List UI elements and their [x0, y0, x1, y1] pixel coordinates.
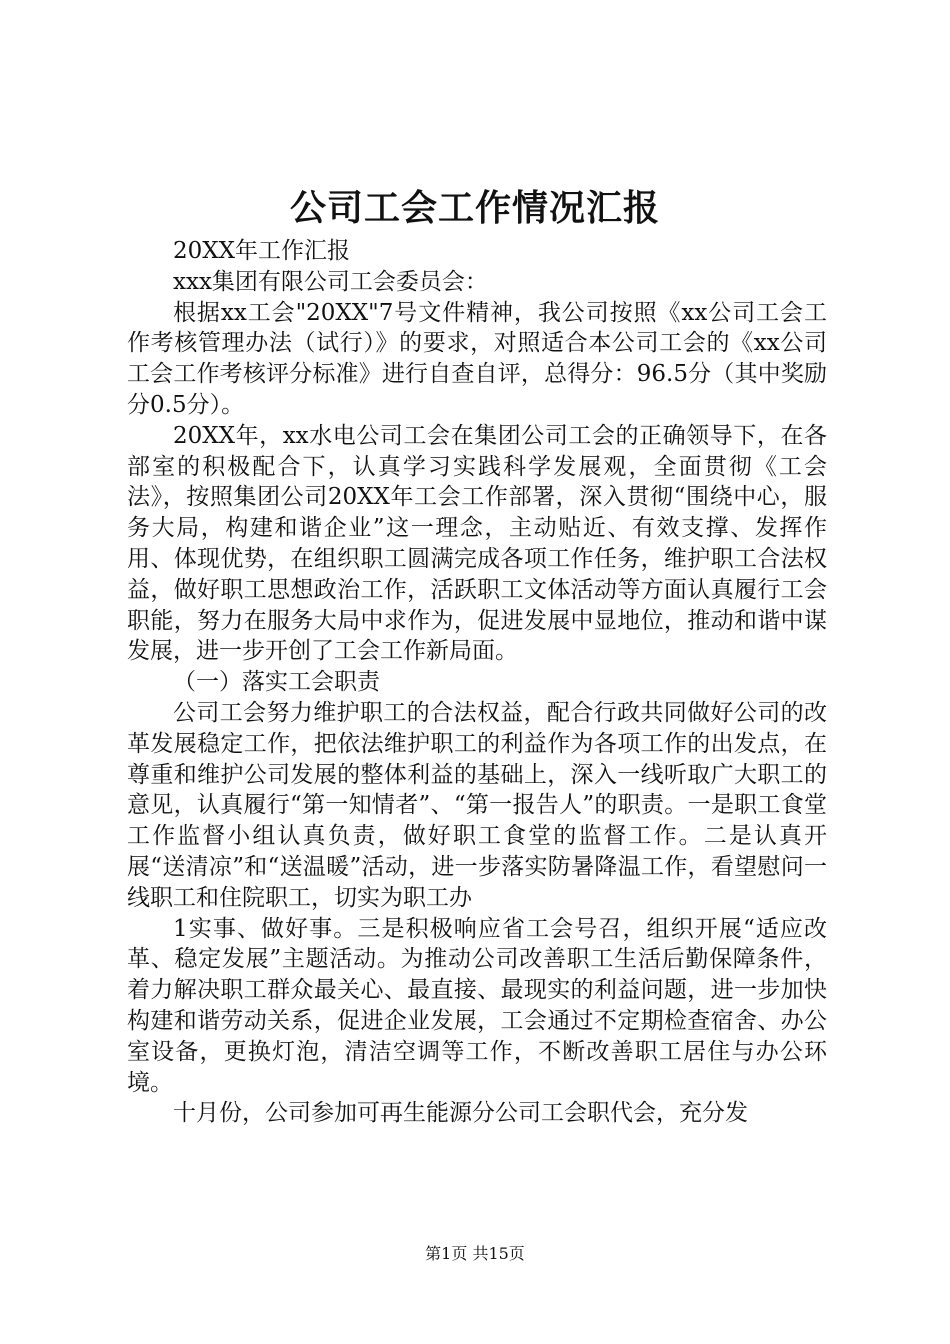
paragraph-annual-overview: 20XX年，xx水电公司工会在集团公司工会的正确领导下，在各部室的积极配合下，认真学习实践科学发展观，全面贯彻《工会法》，按照集团公司20XX年工会工作部署，深入贯彻“围绕中心，服务大局，构建和谐企业”这一理念，主动贴近、有效支撑、发挥作用、体现优势，在组织职工圆满完成各项工作任务，维护职工合法权益，做好职工思想政治工作，活跃职工文体活动等方面认真履行工会职能，努力在服务大局中求作为，促进发展中显地位，推动和谐中谋发展，进一步开创了工会工作新局面。 — [127, 422, 827, 665]
document-body — [127, 236, 827, 1129]
paragraph-october: 十月份，公司参加可再生能源分公司工会职代会，充分发 — [173, 1100, 748, 1127]
section-heading-duties: （一）落实工会职责 — [173, 669, 380, 696]
paragraph-self-evaluation: 根据xx工会"20XX"7号文件精神，我公司按照《xx公司工会工作考核管理办法（试行）》的要求，对照适合本公司工会的《xx公司工会工作考核评分标准》进行自查自评，总得分：96.5分（其中奖励分0.5分）。 — [127, 299, 827, 418]
paragraph-practical-work: 1实事、做好事。三是积极响应省工会号召，组织开展“适应改革、稳定发展”主题活动。为推动公司改善职工生活后勤保障条件，着力解决职工群众最关心、最直接、最现实的利益问题，进一步加快构建和谐劳动关系，促进企业发展，工会通过不定期检查宿舍、办公室设备，更换灯泡，清洁空调等工作，不断改善职工居住与办公环境。 — [127, 915, 827, 1096]
paragraph-duties-detail: 公司工会努力维护职工的合法权益，配合行政共同做好公司的改革发展稳定工作，把依法维护职工的利益作为各项工作的出发点，在尊重和维护公司发展的整体利益的基础上，深入一线听取广大职工的意见，认真履行“第一知情者”、“第一报告人”的职责。一是职工食堂工作监督小组认真负责，做好职工食堂的监督工作。二是认真开展“送清凉”和“送温暖”活动，进一步落实防暑降温工作，看望慰问一线职工和住院职工，切实为职工办 — [127, 699, 827, 911]
document-title: 公司工会工作情况汇报 — [289, 187, 660, 229]
page-footer: 第1页 共15页 — [425, 1244, 525, 1263]
paragraph-addressee: xxx集团有限公司工会委员会： — [173, 268, 488, 295]
paragraph-heading-year-report: 20XX年工作汇报 — [173, 238, 351, 264]
